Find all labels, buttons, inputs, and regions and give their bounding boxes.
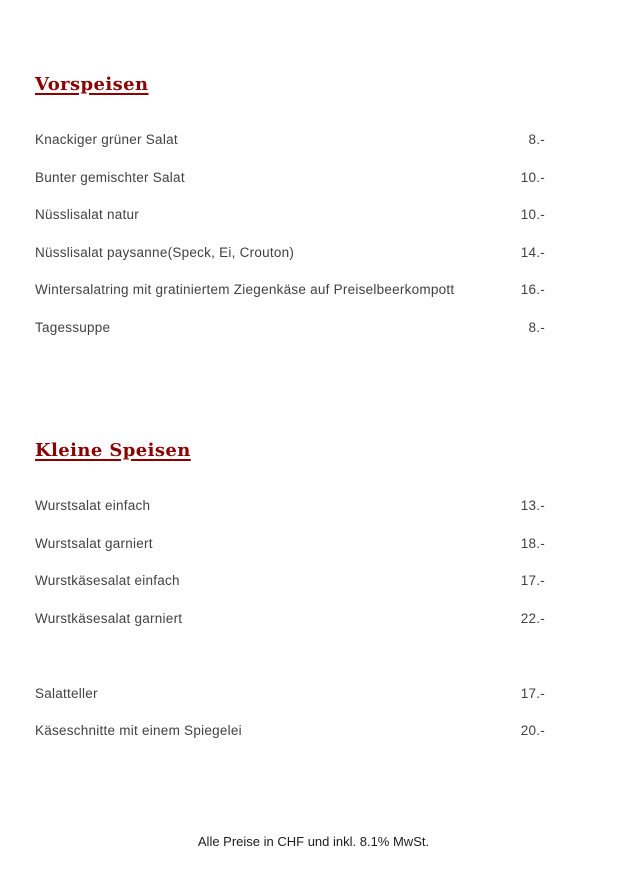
menu-item-row (35, 196, 545, 234)
menu-item-row (35, 487, 545, 525)
menu-item-price: 18.- (520, 535, 545, 551)
menu-item-name: Salatteller (35, 685, 98, 701)
menu-item-price: 10.- (520, 169, 545, 185)
menu-item-row (35, 525, 545, 563)
menu-item-name: Nüsslisalat natur (35, 207, 140, 223)
menu-item-name: Wintersalatring mit gratiniertem Ziegenkäse auf Preiselbeerkompott (35, 282, 455, 298)
menu-item-row (35, 271, 545, 309)
blank-line-spacer (35, 637, 545, 675)
menu-item-price: 8.- (528, 132, 545, 148)
price-disclaimer: Alle Preise in CHF und inkl. 8.1% MwSt. (197, 834, 430, 849)
menu-item-price: 14.- (520, 244, 545, 260)
menu-item-name: Tagessuppe (35, 319, 111, 335)
menu-item-row (35, 159, 545, 197)
menu-item-name: Käseschnitte mit einem Spiegelei (35, 723, 242, 739)
menu-item-price: 17.- (520, 685, 545, 701)
menu-item-name: Wurstsalat garniert (35, 535, 153, 551)
menu-item-price: 13.- (520, 498, 545, 514)
menu-list-vorspeisen (35, 121, 545, 346)
menu-item-name: Wurstsalat einfach (35, 498, 151, 514)
menu-item-name: Bunter gemischter Salat (35, 169, 185, 185)
menu-item-row (35, 309, 545, 347)
menu-item-row (35, 712, 545, 750)
menu-list-kleine-speisen (35, 487, 545, 750)
section-title-vorspeisen: Vorspeisen (35, 74, 149, 95)
menu-item-price: 8.- (528, 319, 545, 335)
menu-item-name: Knackiger grüner Salat (35, 132, 178, 148)
section-title-kleine-speisen: Kleine Speisen (35, 440, 191, 461)
menu-item-price: 17.- (520, 573, 545, 589)
menu-item-price: 22.- (520, 610, 545, 626)
menu-item-name: Wurstkäsesalat garniert (35, 610, 183, 626)
menu-item-row (35, 121, 545, 159)
menu-item-row (35, 675, 545, 713)
menu-item-name: Wurstkäsesalat einfach (35, 573, 180, 589)
menu-item-row (35, 234, 545, 272)
menu-item-row (35, 562, 545, 600)
menu-item-row (35, 600, 545, 638)
menu-item-price: 16.- (520, 282, 545, 298)
menu-item-price: 20.- (520, 723, 545, 739)
menu-item-name: Nüsslisalat paysanne(Speck, Ei, Crouton) (35, 244, 295, 260)
menu-item-price: 10.- (520, 207, 545, 223)
